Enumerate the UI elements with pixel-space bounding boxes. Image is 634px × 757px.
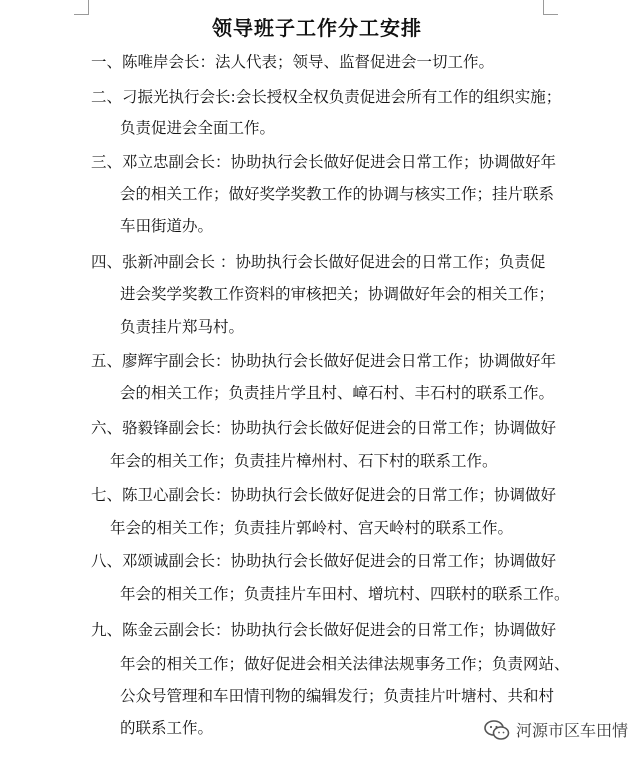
text-line: 七、陈卫心副会长：协助执行会长做好促进会的日常工作；协调做好: [91, 486, 557, 504]
text-line: 车田街道办。: [120, 217, 214, 235]
text-line: 负责挂片郑马村。: [120, 318, 245, 336]
text-line: 的联系工作。: [120, 719, 214, 737]
text-line: 一、陈唯岸会长：法人代表；领导、监督促进会一切工作。: [91, 53, 495, 71]
text-line: 进会奖学奖教工作资料的审核把关；协调做好年会的相关工作；: [120, 285, 555, 303]
text-line: 三、邓立忠副会长：协助执行会长做好促进会日常工作；协调做好年: [91, 153, 557, 171]
text-line: 八、邓颂诚副会长：协助执行会长做好促进会的日常工作；协调做好: [91, 552, 557, 570]
text-line: 四、张新冲副会长 ：协助执行会长做好促进会的日常工作；负责促: [91, 253, 546, 271]
text-line: 会的相关工作；负责挂片学且村、嶂石村、丰石村的联系工作。: [120, 384, 555, 402]
text-line: 二、刁振光执行会长:会长授权全权负责促进会所有工作的组织实施；: [91, 88, 562, 106]
text-line: 九、陈金云副会长：协助执行会长做好促进会的日常工作；协调做好: [91, 621, 557, 639]
document-title: 领导班子工作分工安排: [212, 16, 422, 40]
text-line: 年会的相关工作；负责挂片樟州村、石下村的联系工作。: [110, 452, 498, 470]
watermark-text: 河源市区车田情: [515, 721, 628, 740]
text-line: 年会的相关工作；负责挂片车田村、增坑村、四联村的联系工作。: [120, 585, 570, 603]
text-line: 五、廖辉宇副会长：协助执行会长做好促进会日常工作；协调做好年: [91, 352, 557, 370]
text-line: 负责促进会全面工作。: [120, 119, 276, 137]
wechat-icon: [484, 719, 510, 741]
text-line: 六、骆毅锋副会长：协助执行会长做好促进会的日常工作；协调做好: [91, 419, 557, 437]
text-line: 年会的相关工作；做好促进会相关法律法规事务工作；负责网站、: [120, 655, 570, 673]
text-line: 年会的相关工作；负责挂片郭岭村、宫天岭村的联系工作。: [110, 519, 514, 537]
text-line: 会的相关工作；做好奖学奖教工作的协调与核实工作；挂片联系: [120, 185, 555, 203]
text-line: 公众号管理和车田情刊物的编辑发行；负责挂片叶塘村、共和村: [120, 687, 555, 705]
watermark: [484, 718, 628, 741]
